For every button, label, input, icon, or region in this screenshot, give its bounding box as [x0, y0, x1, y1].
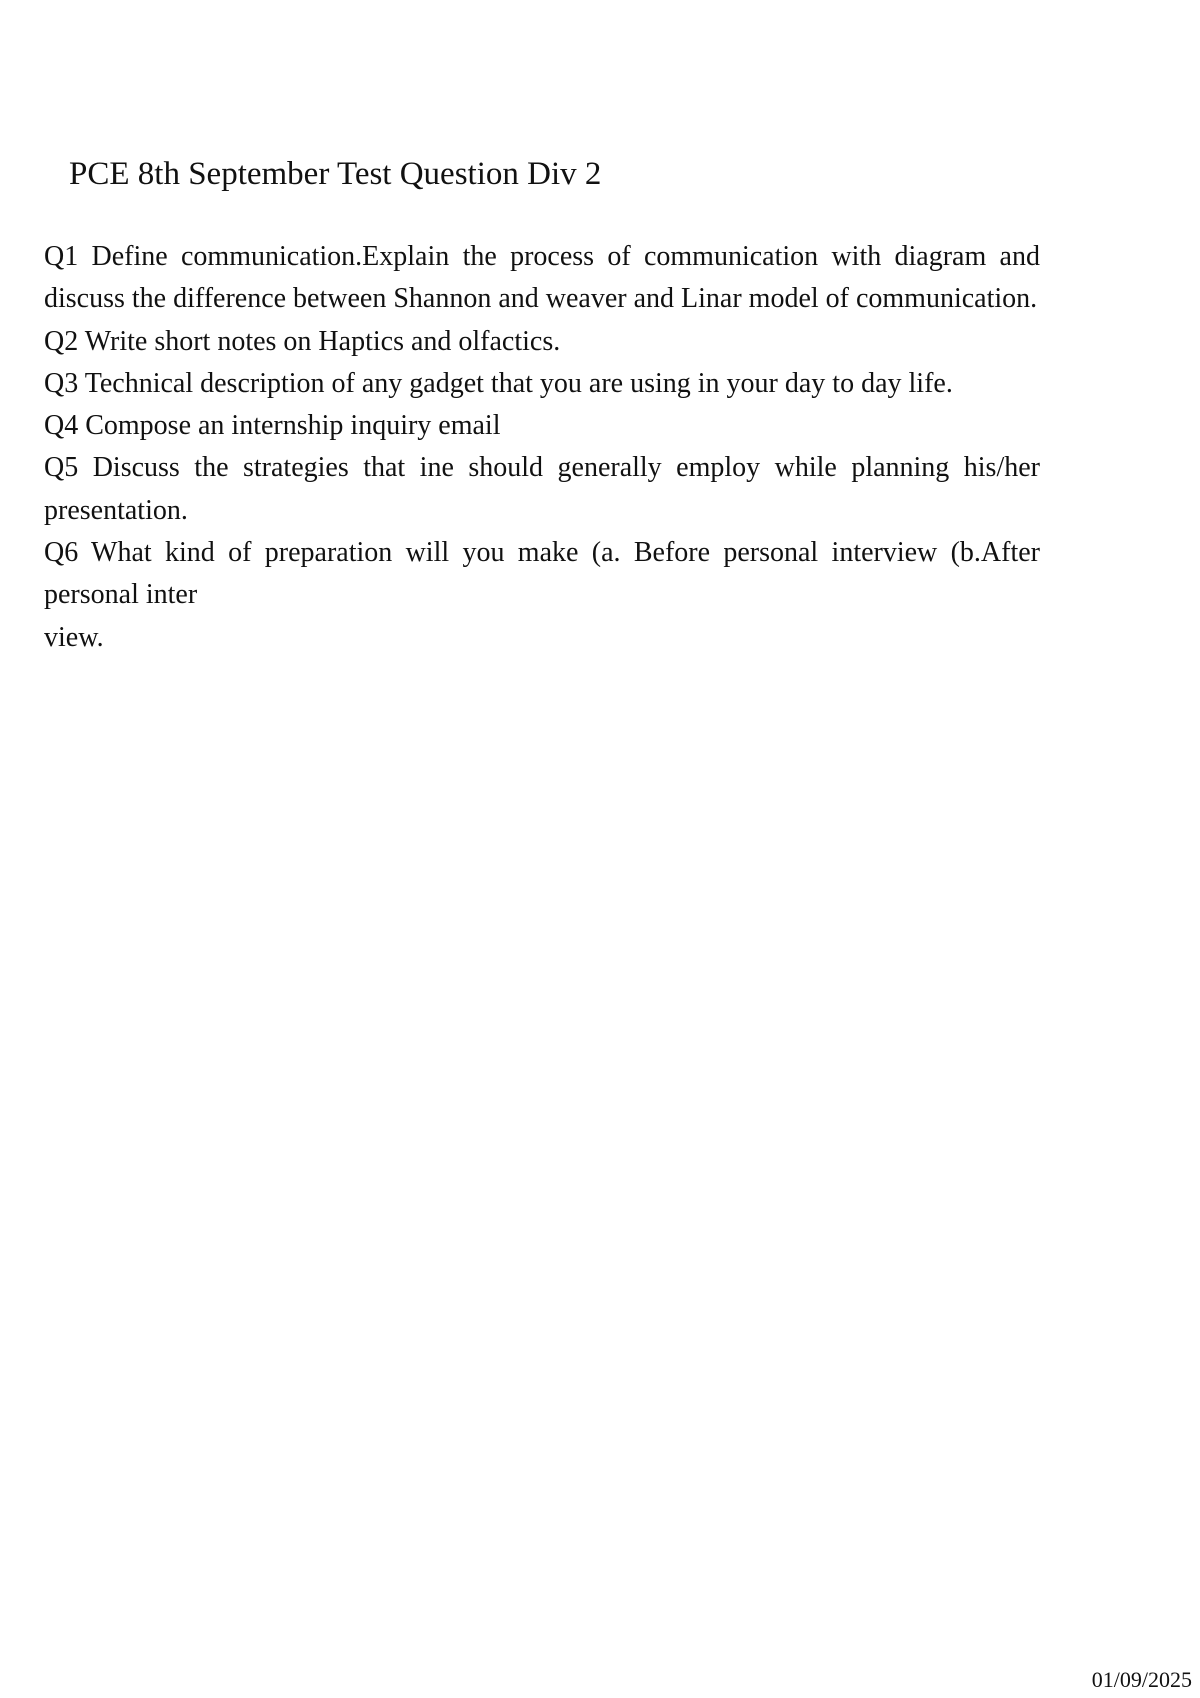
- question-5: Q5 Discuss the strategies that ine should generally employ while planning his/her presentation.: [44, 452, 1040, 526]
- question-4: Q4 Compose an internship inquiry email: [44, 410, 501, 442]
- question-list: [44, 236, 1040, 659]
- question-6-continuation: view.: [44, 621, 104, 653]
- question-2: Q2 Write short notes on Haptics and olfactics.: [44, 325, 561, 357]
- page-title: PCE 8th September Test Question Div 2: [69, 156, 602, 192]
- question-1: Q1 Define communication.Explain the process of communication with diagram and discuss the difference between Shannon and weaver and Linar model of communication.: [44, 241, 1040, 315]
- footer-date: 01/09/2025: [1091, 1667, 1192, 1692]
- question-6: Q6 What kind of preparation will you make (a. Before personal interview (b.After personal inter: [44, 537, 1040, 611]
- question-3: Q3 Technical description of any gadget that you are using in your day to day life.: [44, 367, 953, 399]
